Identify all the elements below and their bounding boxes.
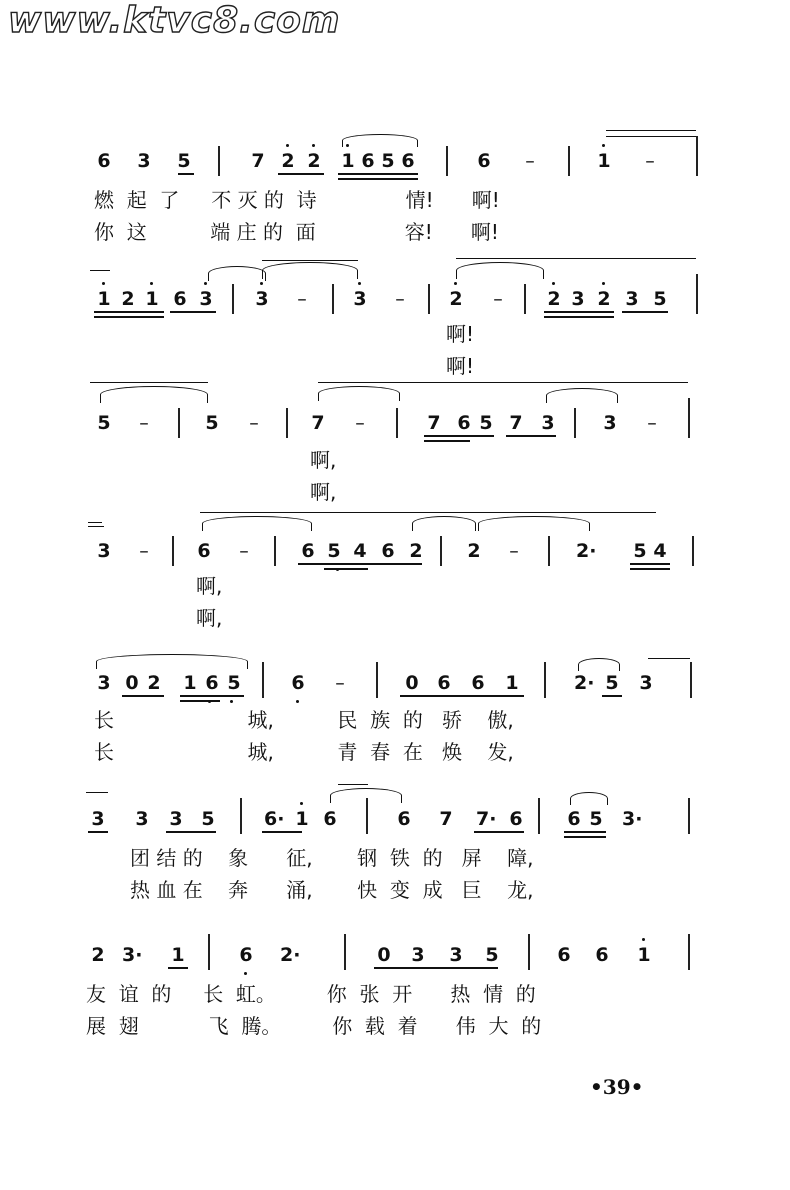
lyric-line-1: 啊, (196, 574, 223, 598)
note: 2 (597, 288, 611, 310)
lyric-line-2: 啊, (310, 480, 337, 504)
note: 1 (295, 808, 309, 830)
note: 3 (255, 288, 269, 310)
lyric-line-2: 热 血 在 奔 涌, 快 变 成 巨 龙, (130, 878, 534, 902)
note: 5 (633, 540, 647, 562)
note: 0 (405, 672, 419, 694)
note: 6 (595, 944, 609, 966)
note: 5 (205, 412, 219, 434)
note: 2 (307, 150, 321, 172)
note: 3· (122, 944, 143, 966)
note: 6 (197, 540, 211, 562)
note: 1 (637, 944, 651, 966)
note: 6 (477, 150, 491, 172)
note: 3 (199, 288, 213, 310)
note: 5 (605, 672, 619, 694)
note: 6 (291, 672, 305, 694)
lyric-line-2: 你 这 端 庄 的 面 容! 啊! (94, 220, 499, 244)
note: 7· (476, 808, 497, 830)
note: 3 (97, 672, 111, 694)
note: 2 (409, 540, 423, 562)
note: – (239, 540, 249, 562)
note: – (647, 412, 657, 434)
note: 2 (449, 288, 463, 310)
note: – (355, 412, 365, 434)
note: 3 (603, 412, 617, 434)
note: 6 (457, 412, 471, 434)
note: 0 (125, 672, 139, 694)
note: 3· (622, 808, 643, 830)
note: – (509, 540, 519, 562)
note: 6 (557, 944, 571, 966)
notation-line (0, 288, 790, 328)
note: 6 (323, 808, 337, 830)
notation-line (0, 150, 790, 190)
note: 1 (505, 672, 519, 694)
note: 5 (479, 412, 493, 434)
note: 4 (653, 540, 667, 562)
note: 6 (173, 288, 187, 310)
note: 2 (281, 150, 295, 172)
lyric-line-2: 展 翅 飞 腾。 你 载 着 伟 大 的 (86, 1014, 542, 1038)
note: 3 (169, 808, 183, 830)
note: 2· (576, 540, 597, 562)
notation-line (0, 540, 790, 580)
note: 2 (467, 540, 481, 562)
note: 3 (137, 150, 151, 172)
lyric-line-1: 长 城, 民 族 的 骄 傲, (94, 708, 514, 732)
note: – (525, 150, 535, 172)
notation-line (0, 672, 790, 712)
note: 3 (411, 944, 425, 966)
note: 2 (147, 672, 161, 694)
note: – (249, 412, 259, 434)
note: 6 (509, 808, 523, 830)
note: 7 (509, 412, 523, 434)
notation-line (0, 412, 790, 452)
note: 3 (449, 944, 463, 966)
lyric-line-2: 长 城, 青 春 在 焕 发, (94, 740, 514, 764)
note: 5 (381, 150, 395, 172)
note: 6· (264, 808, 285, 830)
note: – (139, 540, 149, 562)
note: – (139, 412, 149, 434)
note: 5 (485, 944, 499, 966)
note: 1 (97, 288, 111, 310)
note: 2· (280, 944, 301, 966)
note: 7 (251, 150, 265, 172)
note: 5 (201, 808, 215, 830)
note: 7 (311, 412, 325, 434)
note: 1 (183, 672, 197, 694)
note: – (297, 288, 307, 310)
note: 5 (177, 150, 191, 172)
note: 5 (327, 540, 341, 562)
note: 3 (135, 808, 149, 830)
note: 3 (625, 288, 639, 310)
note: 5 (227, 672, 241, 694)
watermark: www.ktvc8.com (8, 0, 341, 41)
lyric-line-1: 团 结 的 象 征, 钢 铁 的 屏 障, (130, 846, 534, 870)
note: 1 (341, 150, 355, 172)
lyric-line-2: 啊, (196, 606, 223, 630)
note: 6 (437, 672, 451, 694)
note: 3 (97, 540, 111, 562)
note: 6 (239, 944, 253, 966)
note: 3 (639, 672, 653, 694)
note: 4 (353, 540, 367, 562)
note: 1 (171, 944, 185, 966)
lyric-line-1: 友 谊 的 长 虹。 你 张 开 热 情 的 (86, 982, 536, 1006)
note: 5 (653, 288, 667, 310)
note: 3 (353, 288, 367, 310)
note: 0 (377, 944, 391, 966)
note: 3 (541, 412, 555, 434)
note: 3 (571, 288, 585, 310)
note: 5 (97, 412, 111, 434)
note: 6 (301, 540, 315, 562)
note: 1 (145, 288, 159, 310)
note: 1 (597, 150, 611, 172)
note: 3 (91, 808, 105, 830)
note: 5 (589, 808, 603, 830)
note: 6 (381, 540, 395, 562)
note: 6 (567, 808, 581, 830)
note: 6 (471, 672, 485, 694)
lyric-line-1: 燃 起 了 不 灭 的 诗 情! 啊! (94, 188, 500, 212)
page-number: •39• (590, 1075, 644, 1099)
note: 6 (361, 150, 375, 172)
note: 6 (205, 672, 219, 694)
note: 6 (97, 150, 111, 172)
note: 2· (574, 672, 595, 694)
note: – (395, 288, 405, 310)
note: 7 (427, 412, 441, 434)
note: 7 (439, 808, 453, 830)
note: – (645, 150, 655, 172)
note: 6 (397, 808, 411, 830)
lyric-line-1: 啊! (446, 322, 475, 346)
note: 2 (91, 944, 105, 966)
lyric-line-1: 啊, (310, 448, 337, 472)
lyric-line-2: 啊! (446, 354, 475, 378)
notation-line (0, 944, 790, 984)
notation-line (0, 808, 790, 848)
note: 2 (121, 288, 135, 310)
note: – (335, 672, 345, 694)
note: 2 (547, 288, 561, 310)
note: 6 (401, 150, 415, 172)
note: – (493, 288, 503, 310)
